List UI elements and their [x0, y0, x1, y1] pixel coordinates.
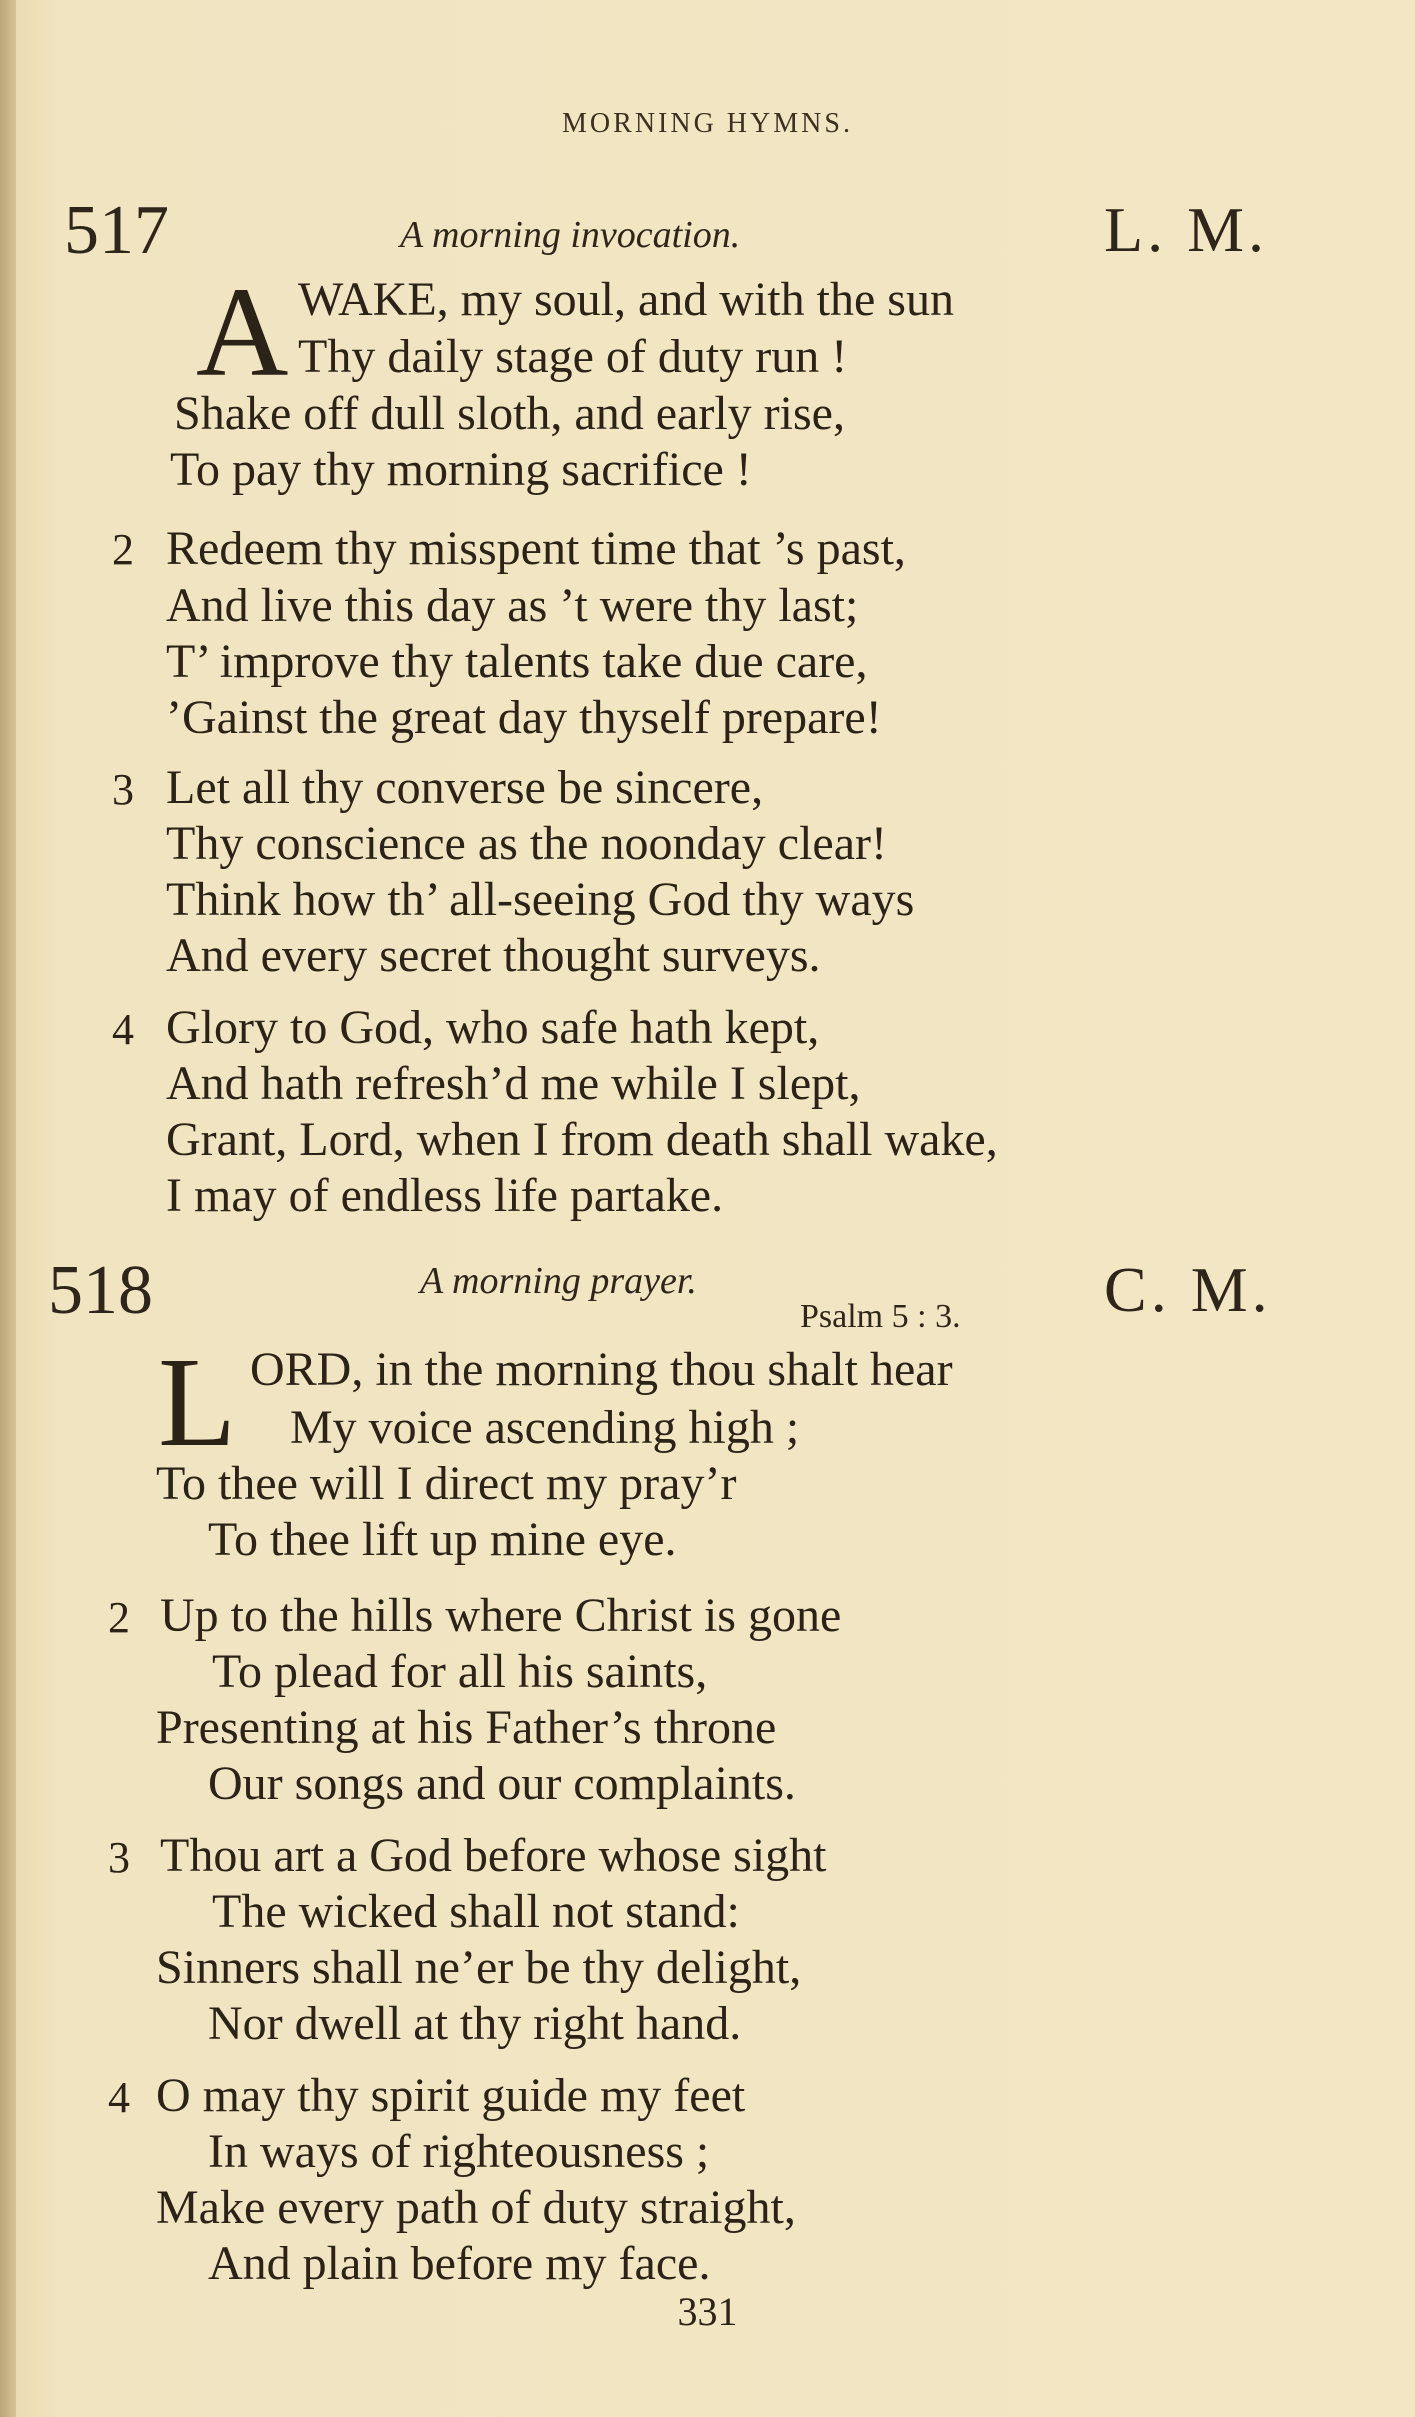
verse-line: ORD, in the morning thou shalt hear — [250, 1343, 953, 1396]
verse-line: Up to the hills where Christ is gone — [160, 1589, 842, 1642]
verse-line: And hath refresh’d me while I slept, — [166, 1057, 861, 1110]
hymn-title: A morning prayer. — [420, 1260, 697, 1302]
verse-line: Thy daily stage of duty run ! — [298, 330, 848, 383]
hymn-meter: C. M. — [1104, 1254, 1272, 1325]
verse-line: Let all thy converse be sincere, — [166, 761, 764, 814]
verse-line: WAKE, my soul, and with the sun — [298, 273, 954, 326]
drop-cap: A — [196, 261, 289, 403]
verse-line: T’ improve thy talents take due care, — [166, 635, 868, 688]
verse-line: O may thy spirit guide my feet — [156, 2069, 746, 2122]
hymn-number: 518 — [48, 1252, 153, 1329]
page-number: 331 — [677, 2289, 738, 2334]
verse-line: The wicked shall not stand: — [212, 1885, 740, 1938]
verse-line: Our songs and our complaints. — [208, 1757, 796, 1810]
hymn-meter: L. M. — [1104, 194, 1268, 265]
verse-line: To plead for all his saints, — [212, 1645, 708, 1698]
hymn-number: 517 — [64, 192, 169, 269]
verse-line: And live this day as ’t were thy last; — [166, 579, 859, 632]
verse-line: Thy conscience as the noonday clear! — [166, 817, 888, 870]
verse-line: And plain before my face. — [208, 2237, 711, 2290]
stanza-number: 2 — [112, 525, 134, 574]
scripture-reference: Psalm 5 : 3. — [800, 1298, 961, 1335]
verse-line: And every secret thought surveys. — [166, 929, 821, 982]
verse-line: Think how th’ all-seeing God thy ways — [166, 873, 915, 926]
stanza-number: 4 — [112, 1005, 134, 1054]
verse-line: To pay thy morning sacrifice ! — [170, 443, 752, 496]
verse-line: My voice ascending high ; — [290, 1401, 800, 1454]
verse-line: Glory to God, who safe hath kept, — [166, 1001, 820, 1054]
verse-line: To thee lift up mine eye. — [208, 1513, 677, 1566]
drop-cap: L — [158, 1331, 237, 1473]
verse-line: I may of endless life partake. — [166, 1169, 724, 1222]
verse-line: Make every path of duty straight, — [156, 2181, 796, 2234]
stanza-number: 3 — [108, 1833, 130, 1882]
running-head: MORNING HYMNS. — [562, 108, 853, 139]
verse-line: Nor dwell at thy right hand. — [208, 1997, 742, 2050]
page-binding-edge — [0, 0, 16, 2417]
verse-line: ’Gainst the great day thyself prepare! — [166, 691, 882, 744]
stanza-number: 2 — [108, 1593, 130, 1642]
verse-line: Presenting at his Father’s throne — [156, 1701, 777, 1754]
verse-line: Redeem thy misspent time that ’s past, — [166, 522, 906, 575]
stanza-number: 4 — [108, 2073, 130, 2122]
verse-line: To thee will I direct my pray’r — [156, 1457, 737, 1510]
verse-line: In ways of righteousness ; — [208, 2125, 710, 2178]
stanza-number: 3 — [112, 765, 134, 814]
verse-line: Grant, Lord, when I from death shall wake, — [166, 1113, 998, 1166]
verse-line: Shake off dull sloth, and early rise, — [174, 387, 845, 440]
verse-line: Sinners shall ne’er be thy delight, — [156, 1941, 802, 1994]
hymn-title: A morning invocation. — [400, 214, 741, 256]
verse-line: Thou art a God before whose sight — [160, 1829, 827, 1882]
